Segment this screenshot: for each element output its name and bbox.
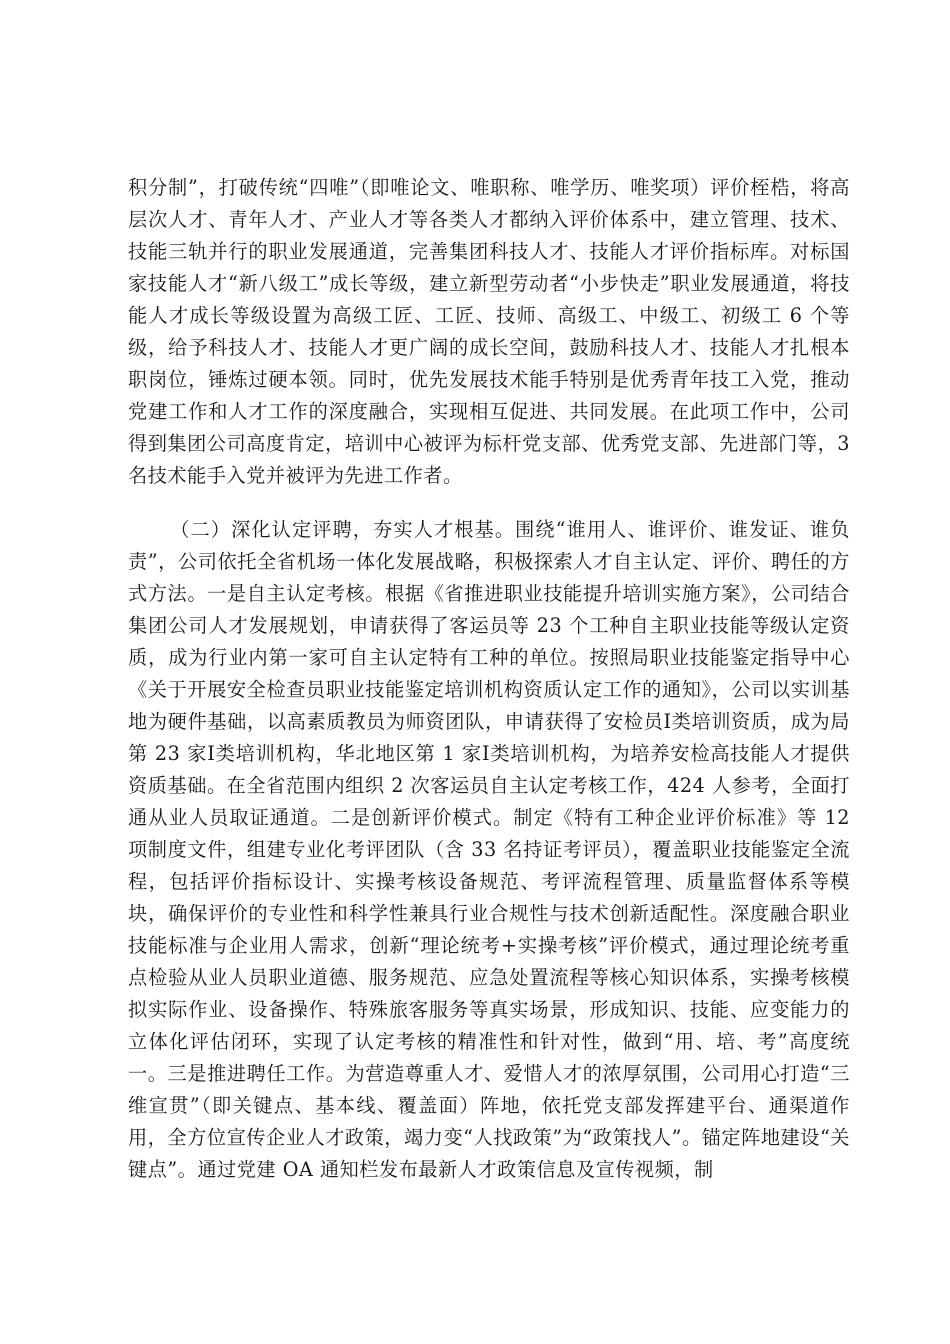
- paragraph-talent-evaluation: 积分制”，打破传统“四唯”（即唯论文、唯职称、唯学历、唯奖项）评价桎梏，将高层次人才、青年人才、产业人才等各类人才都纳入评价体系中，建立管理、技术、技能三轨并行的职业发展通道，完善集团科技人才、技能人才评价指标库。对标国家技能人才“新八级工”成长等级，建立新型劳动者“小步快走”职业发展通道，将技能人才成长等级设置为高级工匠、工匠、技师、高级工、中级工、初级工 6 个等级，给予科技人才、技能人才更广阔的成长空间，鼓励科技人才、技能人才扎根本职岗位，锤炼过硬本领。同时，优先发展技术能手特别是优秀青年技工入党，推动党建工作和人才工作的深度融合，实现相互促进、共同发展。在此项工作中，公司得到集团公司高度肯定，培训中心被评为标杆党支部、优秀党支部、先进部门等，3 名技术能手入党并被评为先进工作者。: [128, 176, 850, 487]
- paragraph-certification-hiring: （二）深化认定评聘，夯实人才根基。围绕“谁用人、谁评价、谁发证、谁负责”，公司依托全省机场一体化发展战略，积极探索人才自主认定、评价、聘任的方式方法。一是自主认定考核。根据《省推进职业技能提升培训实施方案》，公司结合集团公司人才发展规划，申请获得了客运员等 23 个工种自主职业技能等级认定资质，成为行业内第一家可自主认定特有工种的单位。按照局职业技能鉴定指导中心《关于开展安全检查员职业技能鉴定培训机构资质认定工作的通知》，公司以实训基地为硬件基础，以高素质教员为师资团队，申请获得了安检员Ⅰ类培训资质，成为局第 23 家Ⅰ类培训机构，华北地区第 1 家Ⅰ类培训机构，为培养安检高技能人才提供资质基础。在全省范围内组织 2 次客运员自主认定考核工作，424 人参考，全面打通从业人员取证通道。二是创新评价模式。制定《特有工种企业评价标准》等 12 项制度文件，组建专业化考评团队（含 33 名持证考评员），覆盖职业技能鉴定全流程，包括评价指标设计、实操考核设备规范、考评流程管理、质量监督体系等模块，确保评价的专业性和科学性兼具行业合规性与技术创新适配性。深度融合职业技能标准与企业用人需求，创新“理论统考+实操考核”评价模式，通过理论统考重点检验从业人员职业道德、服务规范、应急处置流程等核心知识体系，实操考核模拟实际作业、设备操作、特殊旅客服务等真实场景，形成知识、技能、应变能力的立体化评估闭环，实现了认定考核的精准性和针对性，做到“用、培、考”高度统一。三是推进聘任工作。为营造尊重人才、爱惜人才的浓厚氛围，公司用心打造“三维宣贯”（即关键点、基本线、覆盖面）阵地，依托党支部发挥建平台、通渠道作用，全方位宣传企业人才政策，竭力变“人找政策”为“政策找人”。锚定阵地建设“关键点”。通过党建 OA 通知栏发布最新人才政策信息及宣传视频，制: [128, 518, 850, 1181]
- document-body: [128, 172, 850, 1186]
